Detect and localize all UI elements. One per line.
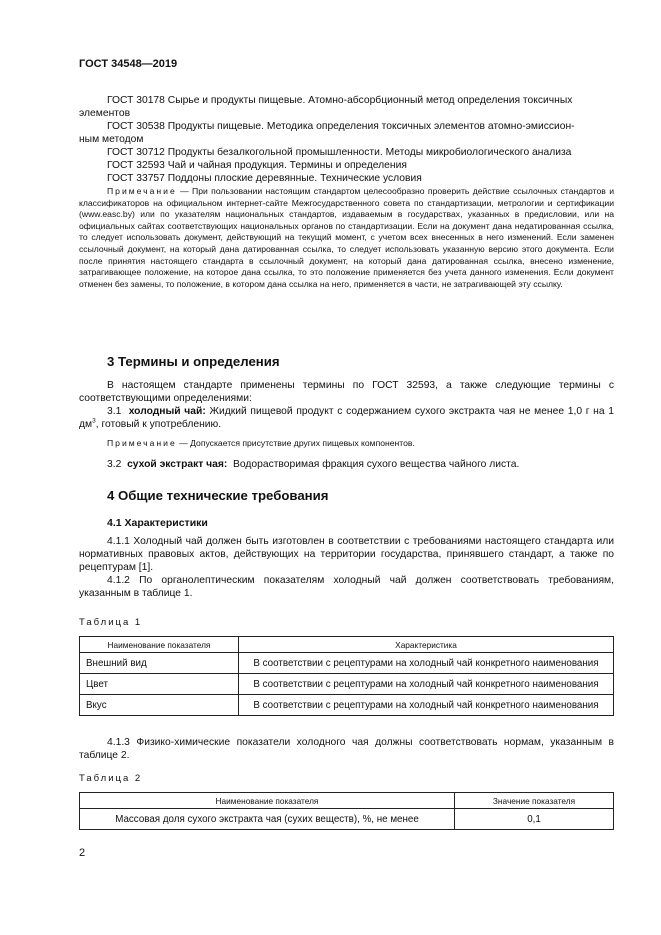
term-number: 3.1 — [107, 406, 122, 417]
section-4-1-3-body — [79, 736, 614, 762]
table-header-row — [80, 637, 614, 653]
references-note — [79, 186, 614, 290]
subsection-4-1-heading: 4.1 Характеристики — [107, 517, 208, 529]
term-3-1 — [79, 405, 614, 431]
ref-gost-30712 — [79, 146, 614, 159]
section-4-heading: 4 Общие технические требования — [107, 488, 329, 503]
superscript: 3 — [92, 417, 96, 425]
paragraph-4-1-1: 4.1.1 Холодный чай должен быть изготовлен в соответствии с требованиями настоящего стандарта или нормативных правовых актов, действующих на территории государства, принявшего стандарт, а также по рецептурам [1]. — [79, 536, 614, 573]
table-row — [80, 653, 614, 674]
term-definition: Жидкий пищевой продукт с содержанием сухого экстракта чая не менее 1,0 г на 1 дм — [79, 406, 614, 430]
ref-gost-33757 — [79, 172, 614, 185]
table-cell: В соответствии с рецептурами на холодный чай конкретного наименования — [239, 674, 614, 695]
note-paragraph — [79, 186, 614, 290]
table-cell: Цвет — [80, 674, 239, 695]
page-number: 2 — [79, 847, 86, 859]
term-number: 3.2 — [107, 459, 122, 470]
paragraph-4-1-2: 4.1.2 По органолептическим показателям холодный чай должен соответствовать требованиям, указанным в таблице 1. — [79, 575, 614, 599]
ref-gost-32593 — [79, 159, 614, 172]
ref-title: Чай и чайная продукция. Термины и определения — [167, 160, 407, 171]
table-1 — [79, 636, 614, 716]
ref-code: ГОСТ 32593 — [107, 160, 165, 171]
table-header-row — [80, 793, 614, 809]
section-3-note — [79, 438, 614, 450]
ref-gost-30538-cont: ным методом — [79, 134, 144, 145]
table-cell: В соответствии с рецептурами на холодный чай конкретного наименования — [239, 653, 614, 674]
table-cell: 0,1 — [455, 809, 614, 830]
table-cell: Внешний вид — [80, 653, 239, 674]
term-definition-tail: , готовый к употреблению. — [95, 419, 222, 430]
section-3-body — [79, 379, 614, 431]
ref-title: Сырье и продукты пищевые. Атомно-абсорбционный метод определения токсичных — [167, 95, 573, 106]
ref-gost-30178-cont: элементов — [79, 108, 131, 119]
ref-title: Продукты безалкогольной промышленности. Методы микробиологического анализа — [167, 147, 572, 158]
ref-title: Поддоны плоские деревянные. Технические условия — [167, 173, 422, 184]
ref-code: ГОСТ 30178 — [107, 95, 165, 106]
ref-gost-30178 — [79, 94, 614, 107]
section-3-intro: В настоящем стандарте применены термины по ГОСТ 32593, а также следующие термины с соответствующими определениями: — [79, 380, 614, 404]
term-3-2-block — [79, 458, 614, 471]
ref-gost-30538 — [79, 120, 614, 133]
table-row — [80, 695, 614, 716]
note-text: — При пользовании настоящим стандартом целесообразно проверить действие ссылочных стандартов и классификаторов на официальном интернет-сайте Межгосударственного совета по стандартизации, метрологии и сертификации (www.easc.by) или по указателям национальных стандартов, издаваемым в государствах, указанных в предисловии, или на официальных сайтах соответствующих национальных органов по стандартизации. Если на документ дана недатированная ссылка, то следует использовать документ, действующий на текущий момент, с учетом всех внесенных в него изменений. Если заменен ссылочный документ, на который дана датированная ссылка, то следует использовать указанную версию этого документа. Если после принятия настоящего стандарта в ссылочный документ, на который дана датированная ссылка, внесено изменение, затрагивающее положение, на которое дана ссылка, то это положение применяется без учета данного изменения. Если документ отменен без замены, то положение, в котором дана ссылка на него, применяется в части, не затрагивающей эту ссылку. — [79, 186, 614, 289]
table-header-cell: Значение показателя — [455, 793, 614, 809]
section-3-heading: 3 Термины и определения — [107, 354, 280, 369]
ref-code: ГОСТ 30538 — [107, 121, 165, 132]
table-row — [80, 809, 614, 830]
table-1-caption: Таблица 1 — [79, 617, 143, 628]
note-text: — Допускается присутствие других пищевых компонентов. — [179, 438, 415, 448]
term-name: сухой экстракт чая: — [127, 459, 228, 470]
document-header: ГОСТ 34548—2019 — [79, 58, 178, 70]
note-label: Примечание — [107, 438, 177, 448]
table-cell: В соответствии с рецептурами на холодный чай конкретного наименования — [239, 695, 614, 716]
table-row — [80, 674, 614, 695]
term-3-2 — [79, 458, 614, 471]
table-cell: Вкус — [80, 695, 239, 716]
ref-code: ГОСТ 33757 — [107, 173, 165, 184]
table-2-caption: Таблица 2 — [79, 773, 143, 784]
paragraph-4-1-3: 4.1.3 Физико-химические показатели холодного чая должны соответствовать нормам, указанным в таблице 2. — [79, 737, 614, 761]
table-header-cell: Наименование показателя — [80, 793, 455, 809]
section-4-1-body — [79, 535, 614, 600]
references-list — [79, 94, 614, 185]
note-paragraph — [79, 438, 614, 450]
ref-title: Продукты пищевые. Методика определения токсичных элементов атомно-эмиссион- — [167, 121, 575, 132]
term-definition: Водорастворимая фракция сухого вещества чайного листа. — [233, 459, 520, 470]
term-name: холодный чай: — [128, 406, 206, 417]
table-cell: Массовая доля сухого экстракта чая (сухих веществ), %, не менее — [80, 809, 455, 830]
ref-code: ГОСТ 30712 — [107, 147, 165, 158]
table-header-cell: Наименование показателя — [80, 637, 239, 653]
table-2 — [79, 792, 614, 830]
note-label: Примечание — [107, 186, 177, 196]
table-header-cell: Характеристика — [239, 637, 614, 653]
